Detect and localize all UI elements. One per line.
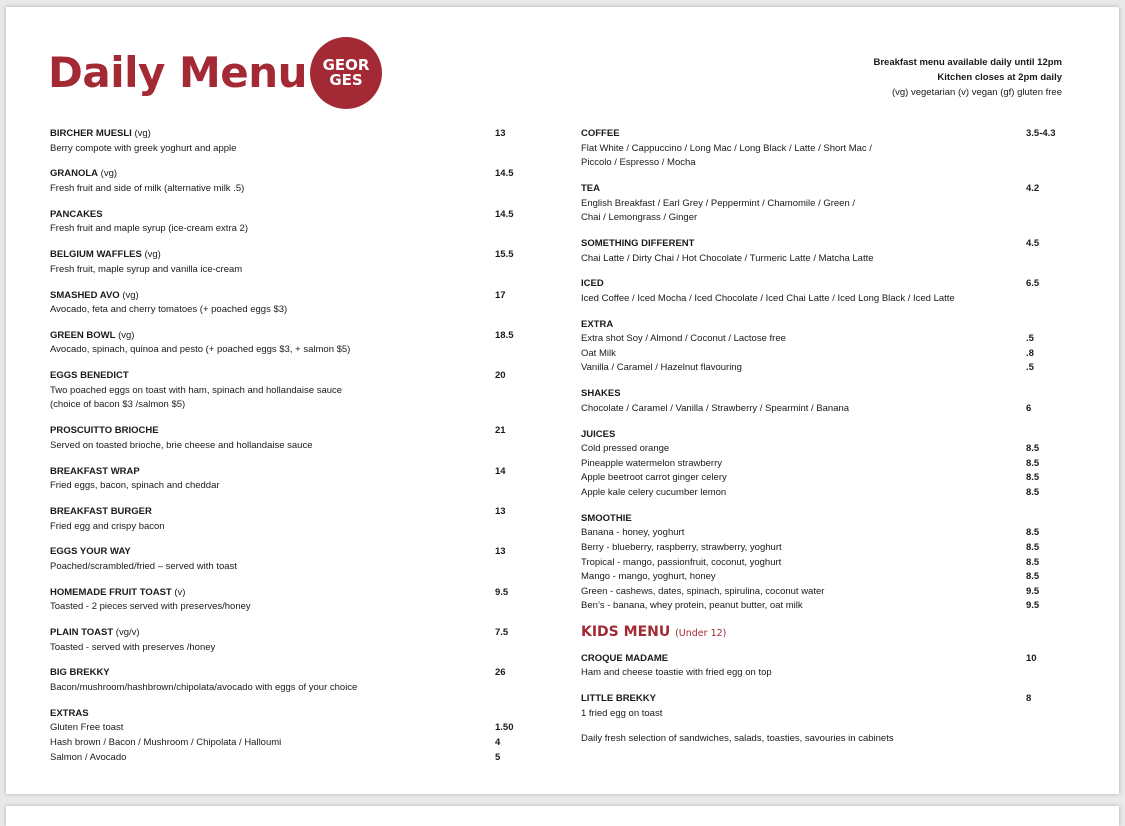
item-price: 4.2 <box>1026 182 1040 194</box>
item-description: Poached/scrambled/fried – served with toast <box>50 560 237 572</box>
cabinet-note: Daily fresh selection of sandwiches, salads, toasties, savouries in cabinets <box>581 733 894 745</box>
item-name: GREEN BOWL <box>50 329 116 341</box>
item-price: 7.5 <box>495 627 509 639</box>
item-diet-note: (vg/v) <box>113 627 140 639</box>
item-name: SOMETHING DIFFERENT <box>581 237 695 249</box>
menu-item-coffee <box>581 127 1063 171</box>
item-name: PROSCUITTO BRIOCHE <box>50 425 159 437</box>
info-dietary-legend: (vg) vegetarian (v) vegan (gf) gluten free <box>891 87 1062 98</box>
item-name: BIRCHER MUESLI <box>50 128 132 139</box>
smoothie-line <box>581 526 1063 541</box>
section-heading: EXTRAS <box>50 707 89 719</box>
item-description-extra: (choice of bacon $3 /salmon $5) <box>50 399 186 411</box>
menu-item <box>50 167 520 196</box>
drinks-column <box>581 127 1063 747</box>
section-heading: SMOOTHIE <box>581 512 632 524</box>
line-price: 8.5 <box>1026 556 1040 568</box>
line-text: Mango - mango, yoghurt, honey <box>581 571 716 583</box>
line-price: 8.5 <box>1026 541 1040 553</box>
item-diet-note: (vg) <box>119 289 139 301</box>
line-text: Salmon / Avocado <box>50 751 127 763</box>
line-text: Cold pressed orange <box>581 443 670 455</box>
item-description: Fresh fruit and side of milk (alternative milk .5) <box>50 182 245 194</box>
juice-line <box>581 442 1063 457</box>
menu-item <box>50 586 520 615</box>
page-title: Daily Menu <box>48 48 308 97</box>
line-price: 8.5 <box>1026 527 1040 539</box>
item-price: 9.5 <box>495 586 509 598</box>
item-description: Two poached eggs on toast with ham, spinach and hollandaise sauce <box>50 384 343 396</box>
section-heading: JUICES <box>581 428 616 440</box>
item-diet-note: (vg) <box>98 168 118 180</box>
item-description: English Breakfast / Earl Grey / Peppermint / Chamomile / Green / <box>581 197 856 209</box>
menu-item <box>50 545 520 574</box>
shakes-line <box>581 402 1063 417</box>
line-text: Gluten Free toast <box>50 722 124 734</box>
menu-item <box>50 626 520 655</box>
item-price: 17 <box>495 289 506 301</box>
item-name: PANCAKES <box>50 208 103 220</box>
item-name: LITTLE BREKKY <box>581 693 656 705</box>
item-price: 14.5 <box>495 208 514 220</box>
line-price: .5 <box>1026 333 1034 345</box>
line-text: Vanilla / Caramel / Hazelnut flavouring <box>581 362 742 374</box>
line-price: 8.5 <box>1026 443 1040 455</box>
item-description: 1 fried egg on toast <box>581 707 663 719</box>
line-text: Tropical - mango, passionfruit, coconut, yoghurt <box>581 556 782 568</box>
line-price: 8.5 <box>1026 571 1040 583</box>
juices-section <box>581 428 1063 501</box>
smoothie-line <box>581 570 1063 585</box>
menu-item <box>50 127 520 156</box>
info-kitchen-hours: Kitchen closes at 2pm daily <box>937 72 1062 83</box>
smoothie-line <box>581 599 1063 614</box>
item-name: TEA <box>581 182 600 194</box>
extras-line <box>50 736 520 751</box>
line-price: 1.50 <box>495 722 514 734</box>
item-price: 6 <box>1026 402 1032 414</box>
item-name: PLAIN TOAST <box>50 627 114 639</box>
food-column <box>50 127 520 776</box>
item-description: Fresh fruit, maple syrup and vanilla ice-cream <box>50 263 243 275</box>
juice-line <box>581 471 1063 486</box>
line-text: Ben’s - banana, whey protein, peanut butter, oat milk <box>581 600 803 612</box>
item-description: Served on toasted brioche, brie cheese and hollandaise sauce <box>50 439 313 451</box>
item-description: Berry compote with greek yoghurt and apple <box>50 142 237 154</box>
item-name: EGGS YOUR WAY <box>50 546 131 558</box>
item-diet-note: (vg) <box>141 249 161 261</box>
line-text: Apple kale celery cucumber lemon <box>581 487 727 498</box>
line-text: Apple beetroot carrot ginger celery <box>581 472 727 484</box>
kids-menu-subtitle: (Under 12) <box>675 628 727 640</box>
juice-line <box>581 457 1063 472</box>
extra-section <box>581 318 1063 376</box>
item-price: 26 <box>495 667 506 679</box>
smoothie-section <box>581 512 1063 614</box>
line-price: 5 <box>495 751 501 763</box>
item-price: 13 <box>495 505 506 517</box>
next-page-edge <box>6 806 1119 826</box>
item-price: 15.5 <box>495 249 514 261</box>
item-price: 14 <box>495 465 506 477</box>
menu-item-something-different <box>581 237 1063 266</box>
juice-line <box>581 486 1063 501</box>
item-price: 10 <box>1026 652 1037 664</box>
item-name: SHAKES <box>581 388 621 400</box>
item-description-extra: Piccolo / Espresso / Mocha <box>581 157 696 169</box>
kids-menu-title: KIDS MENU <box>581 624 671 641</box>
item-description: Iced Coffee / Iced Mocha / Iced Chocolate / Iced Chai Latte / Iced Long Black / Iced Latte <box>581 292 955 304</box>
item-description: Chai Latte / Dirty Chai / Hot Chocolate / Turmeric Latte / Matcha Latte <box>581 252 874 264</box>
line-price: 8.5 <box>1026 472 1040 484</box>
menu-item-iced <box>581 277 1063 306</box>
item-diet-note: (v) <box>171 586 186 598</box>
item-description: Avocado, spinach, quinoa and pesto (+ poached eggs $3, + salmon $5) <box>50 344 351 356</box>
menu-item <box>50 248 520 277</box>
item-diet-note: (vg) <box>131 128 151 139</box>
line-text: Berry - blueberry, raspberry, strawberry, yoghurt <box>581 541 782 553</box>
item-description: Toasted - 2 pieces served with preserves/honey <box>50 601 251 613</box>
item-price: 13 <box>495 128 506 139</box>
item-description: Fried egg and crispy bacon <box>50 520 165 532</box>
kids-menu-heading <box>581 625 1063 642</box>
line-price: 8.5 <box>1026 457 1040 469</box>
item-price: 6.5 <box>1026 278 1040 290</box>
section-heading: EXTRA <box>581 318 614 330</box>
line-text: Green - cashews, dates, spinach, spirulina, coconut water <box>581 585 825 597</box>
menu-item <box>50 369 520 413</box>
georges-logo <box>310 37 382 109</box>
smoothie-line <box>581 541 1063 556</box>
item-description: Bacon/mushroom/hashbrown/chipolata/avocado with eggs of your choice <box>50 682 358 694</box>
logo-text-line2: GES <box>329 71 363 89</box>
item-diet-note: (vg) <box>115 329 135 341</box>
menu-page <box>6 7 1119 794</box>
item-price: 21 <box>495 425 506 437</box>
line-price: 8.5 <box>1026 487 1040 498</box>
menu-item <box>50 666 520 695</box>
item-price: 20 <box>495 370 506 382</box>
line-text: Hash brown / Bacon / Mushroom / Chipolata / Halloumi <box>50 737 282 749</box>
item-price: 14.5 <box>495 168 514 180</box>
item-description-extra: Chai / Lemongrass / Ginger <box>581 212 698 224</box>
item-price: 18.5 <box>495 329 514 341</box>
extras-section <box>50 707 520 765</box>
item-description: Chocolate / Caramel / Vanilla / Strawberry / Spearmint / Banana <box>581 402 850 414</box>
item-description: Fried eggs, bacon, spinach and cheddar <box>50 480 220 492</box>
item-description: Fresh fruit and maple syrup (ice-cream extra 2) <box>50 223 248 235</box>
menu-item <box>50 208 520 237</box>
line-price: 9.5 <box>1026 600 1040 612</box>
line-text: Banana - honey, yoghurt <box>581 527 685 539</box>
item-name: CROQUE MADAME <box>581 652 669 664</box>
item-description: Toasted - served with preserves /honey <box>50 641 216 653</box>
menu-item <box>50 465 520 494</box>
line-text: Oat Milk <box>581 347 616 359</box>
item-name: BIG BREKKY <box>50 667 110 679</box>
menu-item <box>50 505 520 534</box>
line-price: .8 <box>1026 347 1034 359</box>
item-name: EGGS BENEDICT <box>50 370 129 382</box>
line-price: .5 <box>1026 362 1034 374</box>
kids-menu-item <box>581 692 1063 721</box>
menu-info <box>874 55 1063 100</box>
smoothie-line <box>581 585 1063 600</box>
extras-line <box>50 721 520 736</box>
item-price: 8 <box>1026 693 1032 705</box>
item-name: COFFEE <box>581 128 620 139</box>
item-description: Avocado, feta and cherry tomatoes (+ poached eggs $3) <box>50 304 288 316</box>
menu-item <box>50 289 520 318</box>
item-name: BELGIUM WAFFLES <box>50 249 142 261</box>
item-price: 13 <box>495 546 506 558</box>
menu-item-shakes <box>581 387 1063 416</box>
item-name: GRANOLA <box>50 168 99 180</box>
item-description: Flat White / Cappuccino / Long Mac / Long Black / Latte / Short Mac / <box>581 142 872 154</box>
extras-line <box>50 751 520 766</box>
extra-line <box>581 347 1063 362</box>
item-name: HOMEMADE FRUIT TOAST <box>50 586 172 598</box>
line-price: 4 <box>495 737 501 749</box>
menu-item-tea <box>581 182 1063 226</box>
item-name: BREAKFAST BURGER <box>50 505 152 517</box>
item-name: SMASHED AVO <box>50 289 120 301</box>
info-breakfast-hours: Breakfast menu available daily until 12pm <box>873 57 1062 68</box>
line-price: 9.5 <box>1026 585 1040 597</box>
item-description: Ham and cheese toastie with fried egg on top <box>581 667 772 679</box>
line-text: Extra shot Soy / Almond / Coconut / Lactose free <box>581 333 786 345</box>
item-name: BREAKFAST WRAP <box>50 465 140 477</box>
item-price: 3.5-4.3 <box>1026 128 1056 139</box>
menu-item <box>50 424 520 453</box>
extra-line <box>581 361 1063 376</box>
item-name: ICED <box>581 278 604 290</box>
kids-menu-item <box>581 652 1063 681</box>
menu-item <box>50 329 520 358</box>
smoothie-line <box>581 556 1063 571</box>
extra-line <box>581 332 1063 347</box>
line-text: Pineapple watermelon strawberry <box>581 457 722 469</box>
logo-text-line1: GEOR <box>322 56 370 74</box>
item-price: 4.5 <box>1026 237 1040 249</box>
